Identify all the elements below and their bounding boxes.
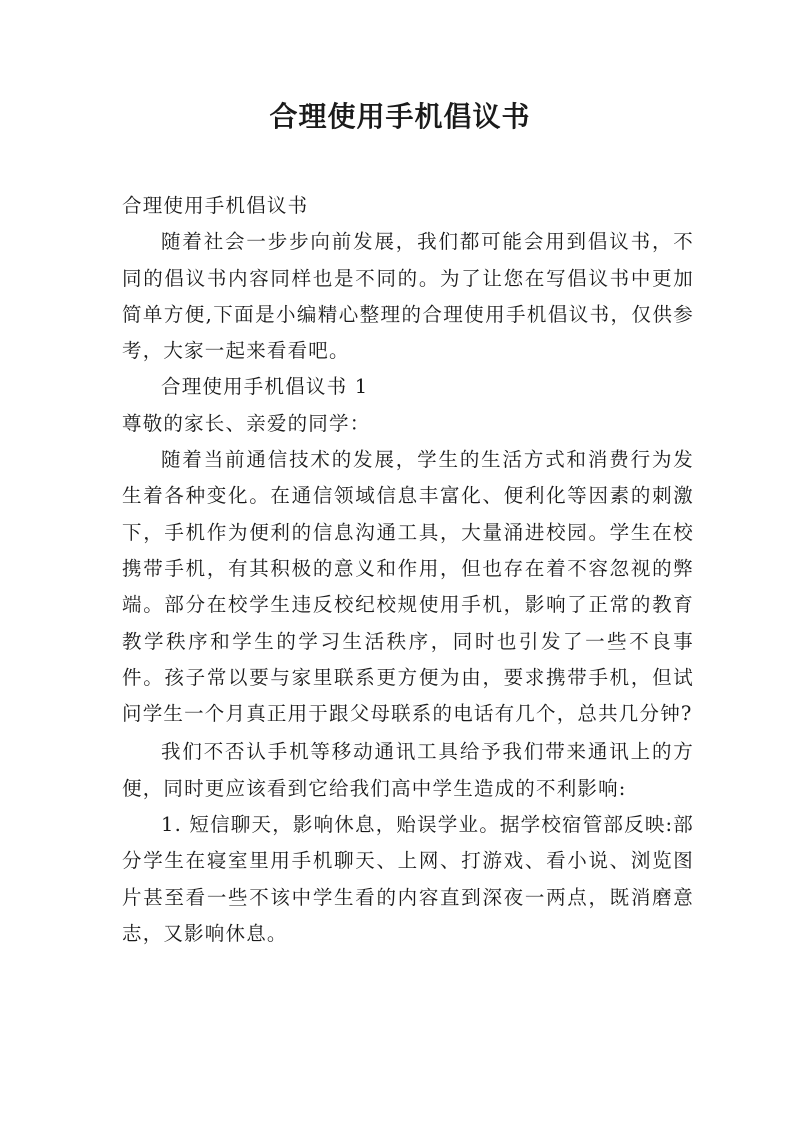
section-heading-1: 合理使用手机倡议书 1	[161, 375, 369, 399]
salutation: 尊敬的家长、亲爱的同学：	[122, 411, 371, 435]
paragraph-background: 随着当前通信技术的发展，学生的生活方式和消费行为发生着各种变化。在通信领域信息丰富化、便利化等因素的刺激下，手机作为便利的信息沟通工具，大量涌进校园。学生在校携带手机，有其积极的意义和作用，但也存在着不容忽视的弊端。部分在校学生违反校纪校规使用手机，影响了正常的教育教学秩序和学生的学习生活秩序，同时也引发了一些不良事件。孩子常以要与家里联系更方便为由，要求携带手机，但试问学生一个月真正用于跟父母联系的电话有几个，总共几分钟?	[122, 448, 694, 726]
document-title: 合理使用手机倡议书	[269, 100, 531, 133]
paragraph-impact: 我们不否认手机等移动通讯工具给予我们带来通讯上的方便，同时更应该看到它给我们高中学生造成的不利影响:	[122, 740, 694, 800]
document-body	[122, 188, 694, 952]
paragraph-point-1: 1. 短信聊天，影响休息，贻误学业。据学校宿管部反映:部分学生在寝室里用手机聊天、上网、打游戏、看小说、浏览图片甚至看一些不该中学生看的内容直到深夜一两点，既消磨意志，又影响休息。	[122, 813, 694, 945]
paragraph-heading: 合理使用手机倡议书	[122, 194, 309, 217]
paragraph-intro: 随着社会一步步向前发展，我们都可能会用到倡议书，不同的倡议书内容同样也是不同的。为了让您在写倡议书中更加简单方便,下面是小编精心整理的合理使用手机倡议书，仅供参考，大家一起来看看吧。	[122, 230, 694, 363]
